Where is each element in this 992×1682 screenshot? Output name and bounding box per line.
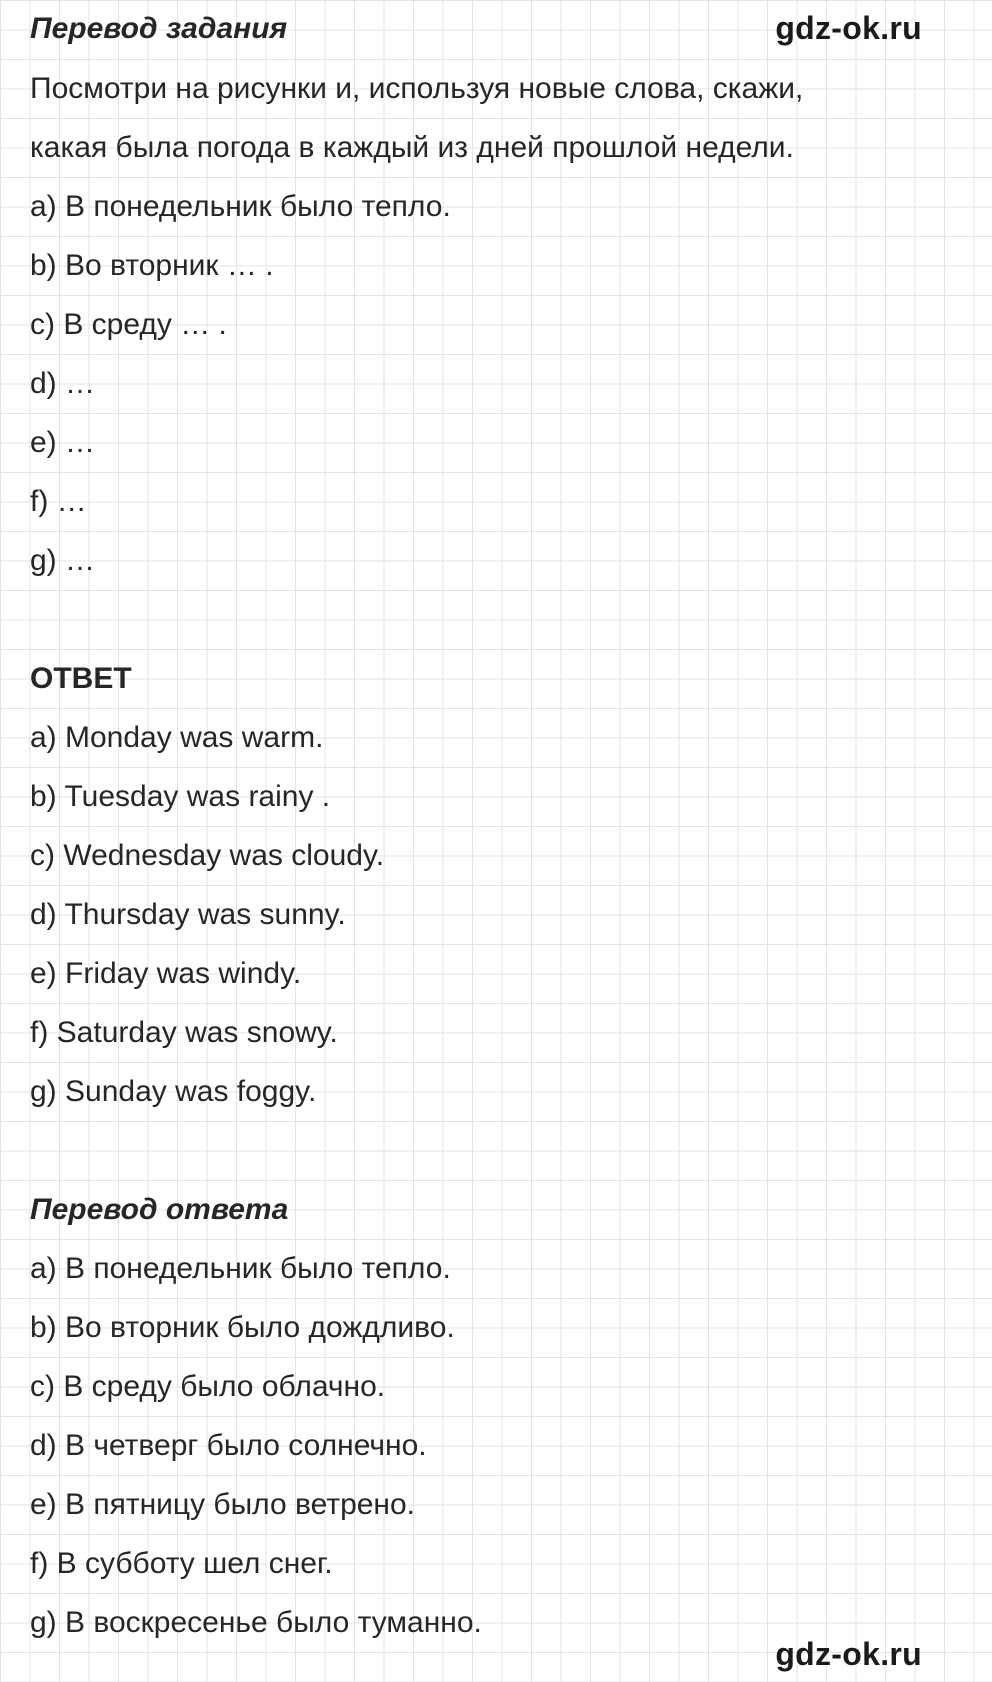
translation-item: a) В понедельник было тепло. <box>30 1252 451 1285</box>
task-item: c) В среду … . <box>30 308 227 341</box>
task-item: g) … <box>30 544 96 577</box>
task-item: e) … <box>30 426 96 459</box>
task-heading: Перевод задания <box>30 12 288 45</box>
task-item: a) В понедельник было тепло. <box>30 190 451 223</box>
task-item: d) … <box>30 367 96 400</box>
answer-item: b) Tuesday was rainy . <box>30 780 331 813</box>
answer-item: e) Friday was windy. <box>30 957 302 990</box>
answer-item: c) Wednesday was cloudy. <box>30 839 385 872</box>
translation-item: f) В субботу шел снег. <box>30 1547 333 1580</box>
translation-item: b) Во вторник было дождливо. <box>30 1311 455 1344</box>
answer-item: f) Saturday was snowy. <box>30 1016 338 1049</box>
answer-item: g) Sunday was foggy. <box>30 1075 317 1108</box>
answer-heading: ОТВЕТ <box>30 662 132 695</box>
translation-heading: Перевод ответа <box>30 1193 289 1226</box>
answer-item: a) Monday was warm. <box>30 721 324 754</box>
task-intro-line-2: какая была погода в каждый из дней прошлой недели. <box>30 131 794 164</box>
translation-item: c) В среду было облачно. <box>30 1370 386 1403</box>
translation-item: g) В воскресенье было туманно. <box>30 1606 482 1639</box>
task-item: f) … <box>30 485 87 518</box>
watermark-bottom: gdz-ok.ru <box>775 1636 922 1672</box>
watermark-top: gdz-ok.ru <box>775 10 922 46</box>
task-item: b) Во вторник … . <box>30 249 274 282</box>
answer-item: d) Thursday was sunny. <box>30 898 346 931</box>
translation-item: d) В четверг было солнечно. <box>30 1429 427 1462</box>
task-intro-line-1: Посмотри на рисунки и, используя новые слова, скажи, <box>30 72 804 105</box>
translation-item: e) В пятницу было ветрено. <box>30 1488 416 1521</box>
